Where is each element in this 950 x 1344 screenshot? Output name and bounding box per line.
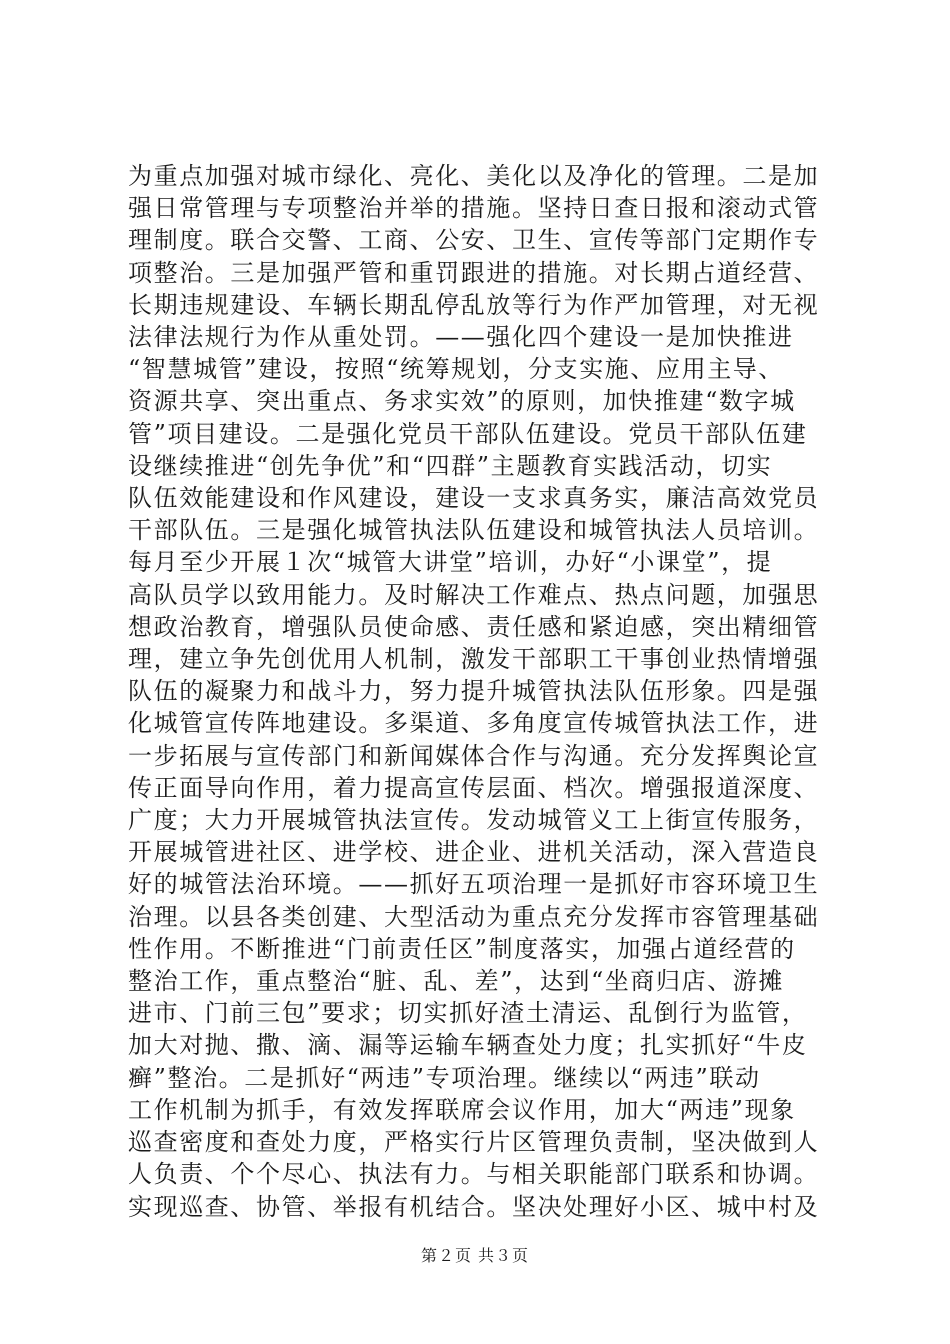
text-line: 高队员学以致用能力。及时解决工作难点、热点问题，加强思 [128, 580, 820, 609]
text-line: 广度；大力开展城管执法宣传。发动城管义工上街宣传服务， [128, 806, 820, 835]
text-line: 开展城管进社区、进学校、进企业、进机关活动，深入营造良 [128, 838, 820, 867]
text-line: 人负责、个个尽心、执法有力。与相关职能部门联系和协调。 [128, 1160, 820, 1189]
text-line: 进市、门前三包”要求；切实抓好渣土清运、乱倒行为监管， [128, 999, 808, 1028]
text-line: 设继续推进“创先争优”和“四群”主题教育实践活动，切实 [128, 451, 773, 480]
text-line: 每月至少开展１次“城管大讲堂”培训，办好“小课堂”，提 [128, 548, 773, 577]
text-line: 管”项目建设。二是强化党员干部队伍建设。党员干部队伍建 [128, 419, 808, 448]
text-line: 强日常管理与专项整治并举的措施。坚持日查日报和滚动式管 [128, 194, 820, 223]
text-line: 理制度。联合交警、工商、公安、卫生、宣传等部门定期作专 [128, 226, 820, 255]
text-line: 好的城管法治环境。——抓好五项治理一是抓好市容环境卫生 [128, 870, 820, 899]
text-line: 长期违规建设、车辆长期乱停乱放等行为作严加管理，对无视 [128, 290, 820, 319]
text-line: 队伍的凝聚力和战斗力，努力提升城管执法队伍形象。四是强 [128, 677, 820, 706]
text-line: 工作机制为抓手，有效发挥联席会议作用，加大“两违”现象 [128, 1095, 796, 1124]
text-line: 想政治教育，增强队员使命感、责任感和紧迫感，突出精细管 [128, 612, 820, 641]
text-line: 化城管宣传阵地建设。多渠道、多角度宣传城管执法工作，进 [128, 709, 820, 738]
text-line: 整治工作，重点整治“脏、乱、差”，达到“坐商归店、游摊 [128, 967, 785, 996]
text-line: 资源共享、突出重点、务求实效”的原则，加快推建“数字城 [128, 387, 796, 416]
body-text [128, 160, 824, 1223]
text-line: 加大对抛、撒、滴、漏等运输车辆查处力度；扎实抓好“牛皮 [128, 1031, 808, 1060]
text-line: 实现巡查、协管、举报有机结合。坚决处理好小区、城中村及 [128, 1192, 820, 1221]
text-line: 性作用。不断推进“门前责任区”制度落实，加强占道经营的 [128, 934, 796, 963]
text-line: 癣”整治。二是抓好“两违”专项治理。继续以“两违”联动 [128, 1063, 761, 1092]
text-line: “智慧城管”建设，按照“统筹规划，分支实施、应用主导、 [128, 355, 785, 384]
text-line: 项整治。三是加强严管和重罚跟进的措施。对长期占道经营、 [128, 258, 820, 287]
text-line: 传正面导向作用，着力提高宣传层面、档次。增强报道深度、 [128, 773, 820, 802]
text-line: 法律法规行为作从重处罚。——强化四个建设一是加快推进 [128, 323, 794, 352]
page-footer: 第２页 共３页 [420, 1246, 530, 1265]
text-line: 巡查密度和查处力度，严格实行片区管理负责制，坚决做到人 [128, 1128, 820, 1157]
text-line: 队伍效能建设和作风建设，建设一支求真务实，廉洁高效党员 [128, 484, 820, 513]
text-line: 干部队伍。三是强化城管执法队伍建设和城管执法人员培训。 [128, 516, 820, 545]
text-line: 理，建立争先创优用人机制，激发干部职工干事创业热情增强 [128, 645, 820, 674]
text-line: 治理。以县各类创建、大型活动为重点充分发挥市容管理基础 [128, 902, 820, 931]
text-line: 为重点加强对城市绿化、亮化、美化以及净化的管理。二是加 [128, 162, 820, 190]
text-line: 一步拓展与宣传部门和新闻媒体合作与沟通。充分发挥舆论宣 [128, 741, 820, 770]
